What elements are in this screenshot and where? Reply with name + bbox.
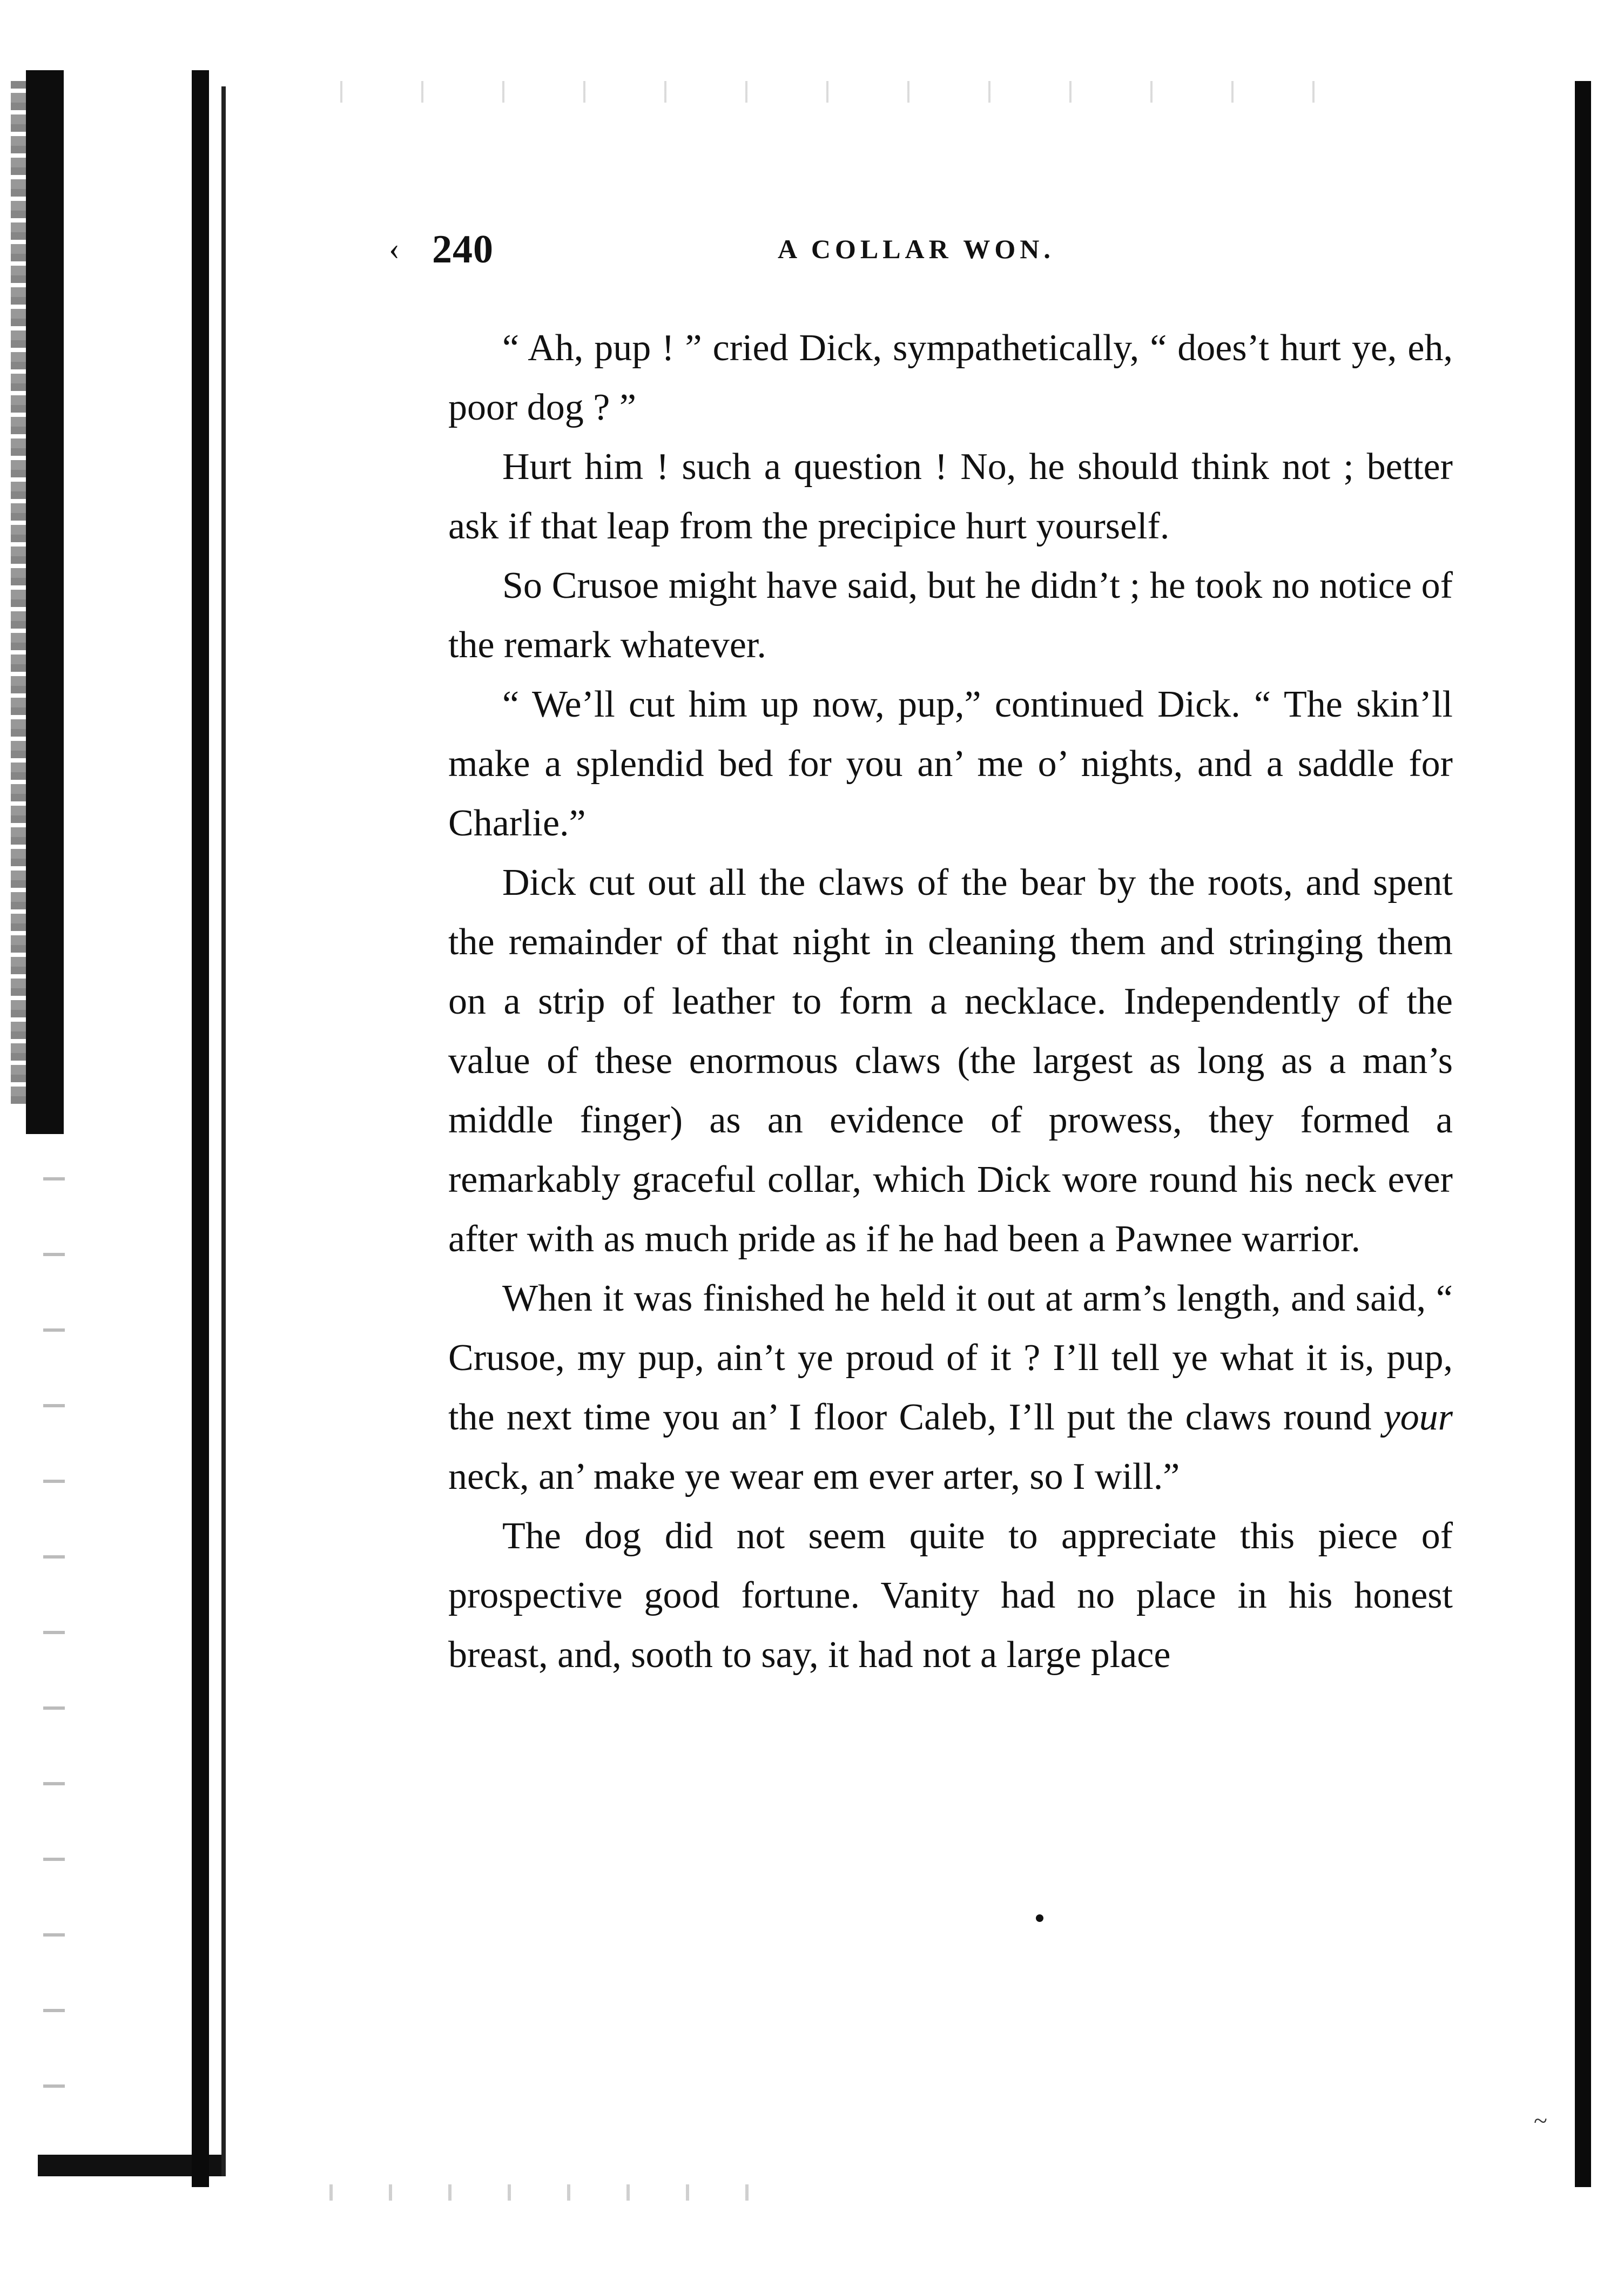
gutter-line <box>221 86 226 2176</box>
page-right-edge-shadow <box>1575 81 1591 2187</box>
paragraph: “ Ah, pup ! ” cried Dick, sympathetically, “ does’t hurt ye, eh, poor dog ? ” <box>448 327 1453 428</box>
gutter-shadow <box>192 70 209 2187</box>
running-title: A COLLAR WON. <box>778 234 1055 264</box>
paragraph: “ We’ll cut him up now, pup,” continued Dick. “ The skin’ll make a splendid bed for you an’ me o’ nights, and a saddle for Charlie.” <box>448 684 1453 844</box>
scan-noise-top <box>302 81 1329 103</box>
ink-dot <box>1036 1914 1043 1922</box>
scan-noise-left <box>43 1145 65 2144</box>
scan-noise-bottom <box>302 2184 789 2201</box>
binding-shadow <box>26 70 64 1134</box>
paragraph: Hurt him ! such a question ! No, he should think not ; better ask if that leap from the precipice hurt yourself. <box>448 446 1453 547</box>
running-head <box>389 221 1512 286</box>
paragraph <box>448 1269 1453 1507</box>
paragraph: Dick cut out all the claws of the bear by the roots, and spent the remainder of that night in cleaning them and stringing them on a strip of leather to form a necklace. Independently of the value of these enormous claws (the largest as long as a man’s middle finger) as an evidence of prowess, they formed a remarkably graceful collar, which Dick wore round his neck ever after with as much pride as if he had been a Pawnee warrior. <box>448 862 1453 1260</box>
paragraph: The dog did not seem quite to appreciate this piece of prospective good fortune. Vanity had no place in his honest breast, and, sooth to say, it had not a large place <box>448 1515 1453 1676</box>
emphasized-word: your <box>1383 1397 1453 1438</box>
paragraph-text: neck, an’ make ye wear em ever arter, so I will.” <box>448 1456 1180 1497</box>
ink-mark: ~ <box>1534 2107 1547 2134</box>
paragraph: So Crusoe might have said, but he didn’t ; he took no notice of the remark whatever. <box>448 565 1453 666</box>
ink-mark: ‹ <box>389 231 400 266</box>
body-text <box>448 319 1453 1685</box>
paragraph-text: When it was finished he held it out at arm’s length, and said, “ Crusoe, my pup, ain’t ye proud of it ? I’ll tell ye what it is, pup, the next time you an’ I floor Caleb, I’ll put the claws round <box>448 1278 1453 1438</box>
page-number: 240 <box>432 227 494 272</box>
binding-shadow-texture <box>11 81 27 1107</box>
